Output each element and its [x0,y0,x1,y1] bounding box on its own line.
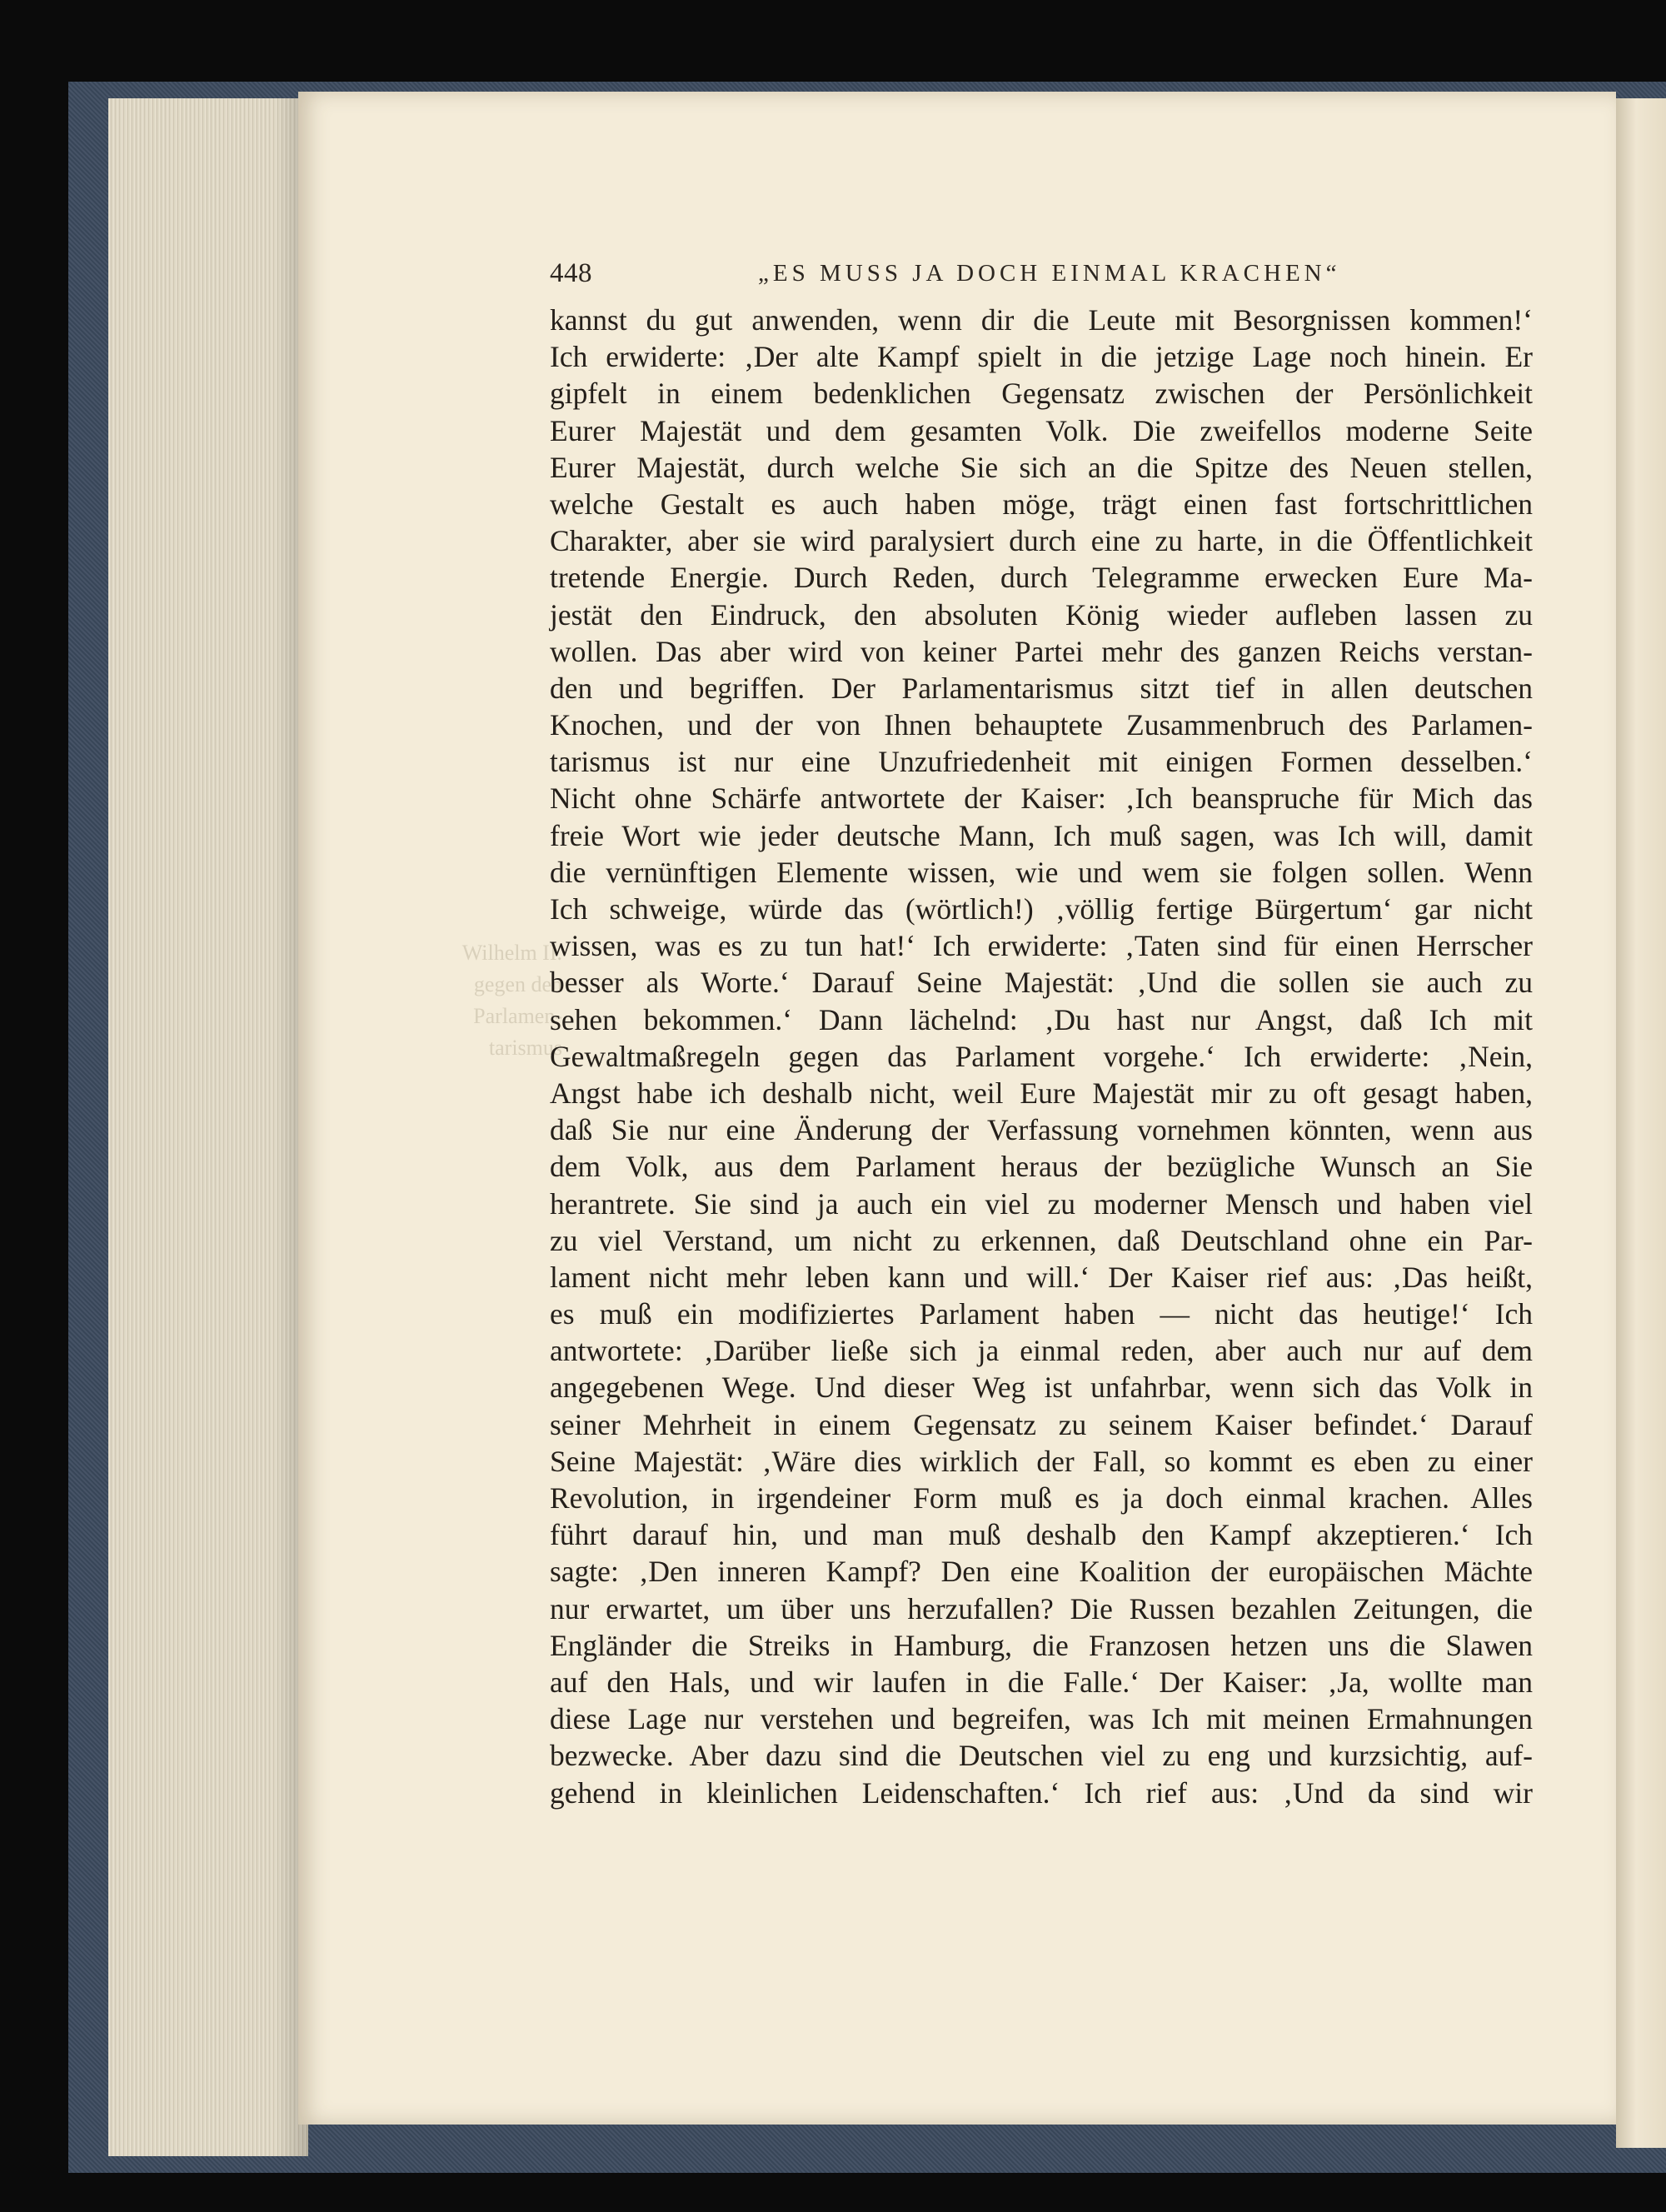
show-through-line: tarismus [488,1036,562,1060]
page-edges-left [108,98,308,2156]
text-line: wollen. Das aber wird von keiner Partei mehr des ganzen Reichs verstan- [550,634,1533,668]
show-through-marginal-note [437,937,562,1064]
text-line: Knochen, und der von Ihnen behauptete Zusammenbruch des Parlamen- [550,708,1533,742]
text-line: diese Lage nur verstehen und begreifen, was Ich mit meinen Ermahnungen [550,1702,1533,1736]
text-line: lament nicht mehr leben kann und will.‘ Der Kaiser rief aus: ‚Das heißt, [550,1260,1533,1294]
text-line: sagte: ‚Den inneren Kampf? Den eine Koalition der europäischen Mächte [550,1555,1533,1589]
text-line: freie Wort wie jeder deutsche Mann, Ich muß sagen, was Ich will, damit [550,818,1533,852]
text-line: Engländer die Streiks in Hamburg, die Franzosen hetzen uns die Slawen [550,1628,1533,1662]
text-line: Eurer Majestät, durch welche Sie sich an die Spitze des Neuen stellen, [550,450,1533,484]
body-text [550,302,1533,1811]
text-line: tarismus ist nur eine Unzufriedenheit mit einigen Formen desselben.‘ [550,745,1533,779]
running-title: „ES MUSS JA DOCH EINMAL KRACHEN“ [758,260,1341,287]
text-line: dem Volk, aus dem Parlament heraus der bezügliche Wunsch an Sie [550,1150,1533,1184]
text-line: Gewaltmaßregeln gegen das Parlament vorgehe.‘ Ich erwiderte: ‚Nein, [550,1039,1533,1073]
page-edge-right [1616,98,1666,2148]
text-line: es muß ein modifiziertes Parlament haben — nicht das heutige!‘ Ich [550,1297,1533,1331]
show-through-line: Wilhelm II. [461,941,562,965]
show-through-line: gegen den [473,972,562,996]
show-through-line: Parlamen- [473,1004,562,1028]
text-line: seiner Mehrheit in einem Gegensatz zu seinem Kaiser befindet.‘ Darauf [550,1407,1533,1441]
text-line: antwortete: ‚Darüber ließe sich ja einmal reden, aber auch nur auf dem [550,1334,1533,1368]
text-line: führt darauf hin, und man muß deshalb den Kampf akzeptieren.‘ Ich [550,1518,1533,1552]
text-line: gipfelt in einem bedenklichen Gegensatz zwischen der Persönlichkeit [550,377,1533,411]
text-line: welche Gestalt es auch haben möge, trägt einen fast fortschrittlichen [550,487,1533,521]
text-line: nur erwartet, um über uns herzufallen? Die Russen bezahlen Zeitungen, die [550,1591,1533,1625]
text-line: den und begriffen. Der Parlamentarismus sitzt tief in allen deutschen [550,671,1533,705]
text-line: auf den Hals, und wir laufen in die Falle.‘ Der Kaiser: ‚Ja, wollte man [550,1665,1533,1699]
text-line: sehen bekommen.‘ Dann lächelnd: ‚Du hast nur Angst, daß Ich mit [550,1002,1533,1036]
text-line: Ich erwiderte: ‚Der alte Kampf spielt in die jetzige Lage noch hinein. Er [550,340,1533,374]
text-line: jestät den Eindruck, den absoluten König wieder aufleben lassen zu [550,597,1533,632]
page-number: 448 [550,258,592,288]
text-line: daß Sie nur eine Änderung der Verfassung vornehmen könnten, wenn aus [550,1113,1533,1147]
text-line: Eurer Majestät und dem gesamten Volk. Die zweifellos moderne Seite [550,413,1533,447]
text-line: die vernünftigen Elemente wissen, wie und wem sie folgen sollen. Wenn [550,855,1533,889]
text-line: Ich schweige, würde das (wörtlich!) ‚völlig fertige Bürgertum‘ gar nicht [550,892,1533,926]
text-line: herantrete. Sie sind ja auch ein viel zu moderner Mensch und haben viel [550,1186,1533,1221]
text-line: zu viel Verstand, um nicht zu erkennen, daß Deutschland ohne ein Par- [550,1223,1533,1257]
text-line: besser als Worte.‘ Darauf Seine Majestät: ‚Und die sollen sie auch zu [550,966,1533,1000]
text-line: gehend in kleinlichen Leidenschaften.‘ Ich rief aus: ‚Und da sind wir [550,1775,1533,1810]
page-header [550,258,1533,297]
text-line: Seine Majestät: ‚Wäre dies wirklich der Fall, so kommt es eben zu einer [550,1444,1533,1478]
text-line: bezwecke. Aber dazu sind die Deutschen viel zu eng und kurzsichtig, auf- [550,1739,1533,1773]
text-line: Angst habe ich deshalb nicht, weil Eure Majestät mir zu oft gesagt haben, [550,1076,1533,1110]
text-line: wissen, was es zu tun hat!‘ Ich erwiderte: ‚Taten sind für einen Herrscher [550,929,1533,963]
text-line: Nicht ohne Schärfe antwortete der Kaiser: ‚Ich beanspruche für Mich das [550,781,1533,816]
text-line: angegebenen Wege. Und dieser Weg ist unfahrbar, wenn sich das Volk in [550,1371,1533,1405]
text-line: Revolution, in irgendeiner Form muß es ja doch einmal krachen. Alles [550,1481,1533,1515]
text-line: tretende Energie. Durch Reden, durch Telegramme erwecken Eure Ma- [550,561,1533,595]
text-line: kannst du gut anwenden, wenn dir die Leute mit Besorgnissen kommen!‘ [550,303,1533,337]
text-line: Charakter, aber sie wird paralysiert durch eine zu harte, in die Öffentlichkeit [550,524,1533,558]
